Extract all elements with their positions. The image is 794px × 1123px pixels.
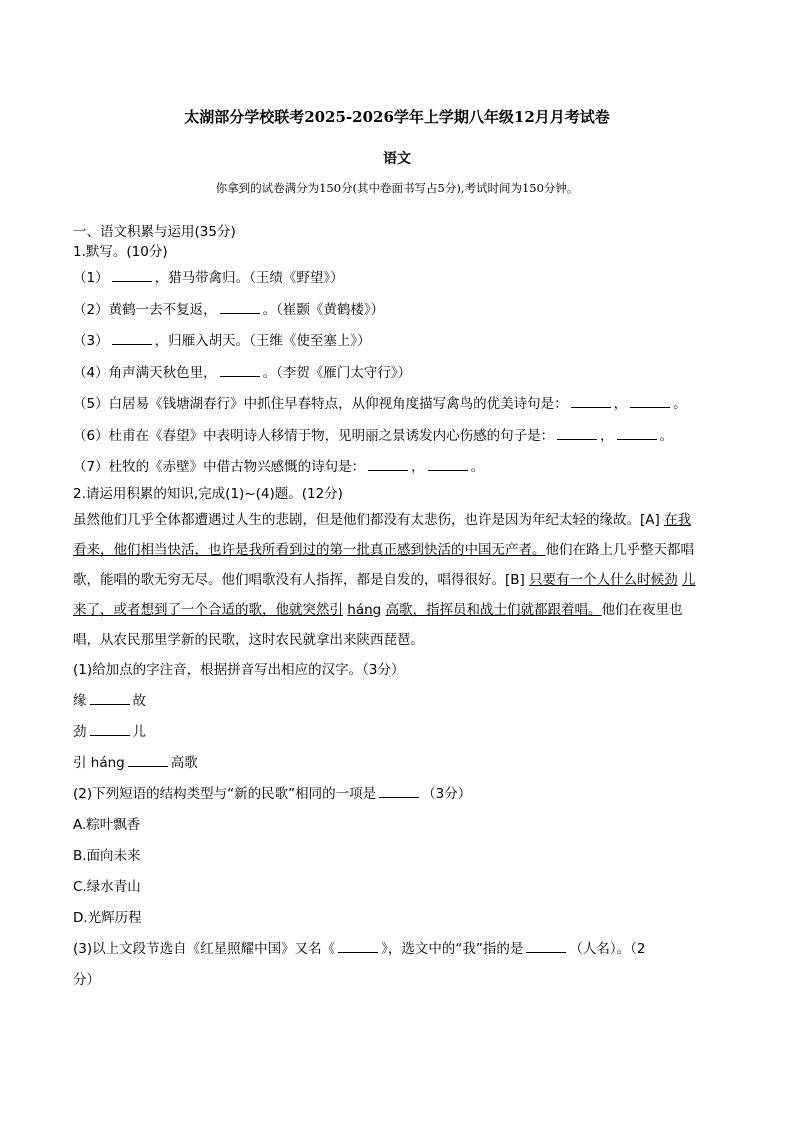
item-text: ， — [600, 427, 614, 444]
sub-question-2-label — [73, 779, 723, 810]
question-1-label: 1.默写。(10分) — [73, 244, 168, 260]
underlined-text: 儿 — [681, 571, 696, 588]
item-text: (3)以上文段节选自《红星照耀中国》又名《 — [73, 940, 336, 957]
underlined-text: 在我 — [664, 511, 692, 528]
answer-blank[interactable] — [379, 783, 419, 798]
sub-question-3-label — [73, 934, 723, 965]
exam-title: 太湖部分学校联考2025-2026学年上学期八年级12月月考试卷 — [184, 108, 610, 126]
answer-blank[interactable] — [90, 690, 130, 705]
item-text: ，归雁入胡天。（王维《使至塞上》） — [154, 333, 371, 349]
item-text: 。 — [470, 459, 485, 475]
option-b[interactable]: B.面向未来 — [73, 847, 141, 864]
item-text: 》，选文中的“我”指的是 — [381, 940, 524, 957]
q1-item-5 — [73, 389, 723, 421]
q1-item-7 — [73, 452, 723, 484]
answer-blank[interactable] — [220, 299, 260, 314]
item-text: 高歌 — [170, 754, 198, 771]
answer-blank[interactable] — [368, 456, 408, 471]
item-text: ， — [411, 459, 425, 475]
item-text: （2）黄鹤一去不复返， — [73, 301, 217, 318]
subject-title: 语文 — [383, 151, 411, 167]
item-text: 。（崔颢《黄鹤楼》） — [262, 301, 385, 318]
item-text: 劲 — [73, 723, 87, 740]
passage-line — [73, 505, 723, 535]
exam-note: 你拿到的试卷满分为150分(其中卷面书写占5分),考试时间为150分钟。 — [215, 181, 579, 195]
option-d[interactable]: D.光辉历程 — [73, 909, 142, 926]
q1-item-6 — [73, 421, 723, 453]
answer-blank[interactable] — [90, 721, 130, 736]
underlined-text: 只要有一个人什么时候劲 — [529, 571, 678, 588]
answer-blank[interactable] — [112, 267, 152, 282]
item-text: (2)下列短语的结构类型与“新的民歌”相同的一项是 — [73, 785, 377, 802]
sub1-item-1 — [73, 686, 723, 717]
item-text: 缘 — [73, 692, 87, 709]
sub-question-1-label: (1)给加点的字注音，根据拼音写出相应的汉字。（3分） — [73, 661, 405, 678]
option-c[interactable]: C.绿水青山 — [73, 878, 141, 895]
item-text: 儿 — [132, 723, 146, 740]
passage-text: 歌，能唱的歌无穷无尽。他们唱歌没有人指挥，都是自发的，唱得很好。[B] — [73, 571, 525, 588]
passage-text: 他们在夜里也 — [601, 601, 683, 618]
item-text: 故 — [132, 692, 146, 709]
answer-blank[interactable] — [428, 456, 468, 471]
item-text: 。 — [659, 427, 674, 444]
answer-blank[interactable] — [571, 393, 611, 408]
underlined-text: 看来，他们相当快活，也许是我所看到过的第一批真正感到快活的中国无产者。 — [73, 541, 546, 558]
answer-blank[interactable] — [338, 938, 378, 953]
exam-content — [73, 222, 723, 996]
item-text: （3） — [73, 333, 109, 349]
q1-item-4 — [73, 358, 723, 390]
underlined-text: 高歌，指挥员和战士们就都跟着唱。 — [385, 601, 602, 618]
passage-line: 唱，从农民那里学新的民歌，这时农民就拿出来陕西琵琶。 — [73, 631, 424, 648]
item-text: 。（李贺《雁门太守行》） — [262, 364, 412, 381]
answer-blank[interactable] — [112, 330, 152, 345]
q1-item-1 — [73, 263, 723, 295]
item-text: ，猎马带禽归。（王绩《野望》） — [154, 270, 344, 286]
passage-text: 他们在路上几乎整天都唱 — [545, 541, 694, 558]
item-text: 引 háng — [73, 754, 125, 771]
item-text: （7）杜牧的《赤壁》中借古物兴感慨的诗句是： — [73, 459, 366, 475]
passage-line — [73, 595, 723, 625]
answer-blank[interactable] — [617, 425, 657, 440]
answer-blank[interactable] — [128, 752, 168, 767]
sub1-item-2 — [73, 717, 723, 748]
item-text: （人名）。（2 — [569, 940, 646, 957]
underlined-pinyin: háng — [347, 601, 382, 618]
item-text: ， — [613, 396, 628, 412]
q1-item-3 — [73, 326, 723, 358]
answer-blank[interactable] — [557, 425, 597, 440]
answer-blank[interactable] — [526, 938, 566, 953]
reading-passage — [73, 505, 723, 655]
passage-line — [73, 535, 723, 565]
passage-text: 虽然他们几乎全体都遭遇过人生的悲剧，但是他们都没有太悲伤，也许是因为年纪太轻的缘故。[A] — [73, 511, 660, 528]
item-text: （6）杜甫在《春望》中表明诗人移情于物，见明丽之景诱发内心伤感的句子是： — [73, 427, 555, 444]
sub-question-3-cont: 分） — [73, 971, 100, 988]
item-text: 。 — [673, 396, 687, 412]
score-text: （3分） — [422, 785, 472, 802]
section-heading: 一、语文积累与运用(35分) — [73, 224, 236, 240]
q1-item-2 — [73, 295, 723, 327]
passage-line — [73, 565, 723, 595]
sub1-item-3 — [73, 748, 723, 779]
item-text: （4）角声满天秋色里， — [73, 364, 217, 381]
answer-blank[interactable] — [220, 362, 260, 377]
underlined-text: 来了，或者想到了一个合适的歌，他就突然引 — [73, 601, 343, 618]
question-2-label: 2.请运用积累的知识,完成(1)~(4)题。(12分) — [73, 485, 343, 502]
item-text: （5）白居易《钱塘湖春行》中抓住早春特点，从仰视角度描写禽鸟的优美诗句是： — [73, 396, 568, 412]
item-text: （1） — [73, 270, 109, 286]
answer-blank[interactable] — [630, 393, 670, 408]
option-a[interactable]: A.粽叶飘香 — [73, 816, 141, 833]
